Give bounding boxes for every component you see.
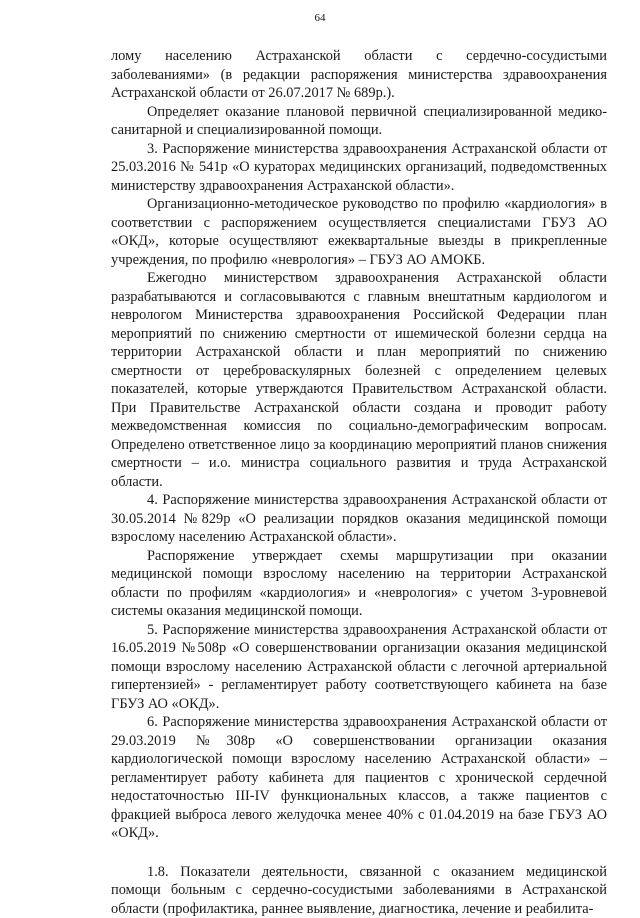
paragraph-continuation: лому населению Астраханской области с сердечно-сосудистыми заболеваниями» (в редакции распоряжения министерства здравоохранения Астраханской области от 26.07.2017 № 689р.). xyxy=(111,47,607,103)
page-number: 64 xyxy=(0,12,640,24)
paragraph-section-1-8: 1.8. Показатели деятельности, связанной с оказанием медицинской помощи больным с сердечно-сосудистыми заболеваниями в Астраханской области (профилактика, раннее выявление, диагностика, лечение и реабилита- xyxy=(111,863,607,918)
paragraph-order-2-description: Определяет оказание плановой первичной специализированной медико-санитарной и специализированной помощи. xyxy=(111,103,607,140)
paragraph-order-3-description: Организационно-методическое руководство по профилю «кардиология» в соответствии с распоряжением осуществляется специалистами ГБУЗ АО «ОКД», которые осуществляют ежеквартальные выезды в прикрепленные учреждения, по профилю «неврология» – ГБУЗ АО АМОКБ. xyxy=(111,195,607,269)
document-body xyxy=(111,47,607,918)
paragraph-order-5: 5. Распоряжение министерства здравоохранения Астраханской области от 16.05.2019 №508р «О совершенствовании организации оказания медицинской помощи взрослому населению Астраханской области с легочной артериальной гипертензией» - регламентирует работу соответствующего кабинета на базе ГБУЗ АО «ОКД». xyxy=(111,621,607,714)
paragraph-order-4: 4. Распоряжение министерства здравоохранения Астраханской области от 30.05.2014 №829р «О реализации порядков оказания медицинской помощи взрослому населению Астраханской области». xyxy=(111,491,607,547)
paragraph-order-6: 6. Распоряжение министерства здравоохранения Астраханской области от 29.03.2019 №308р «О совершенствовании организации оказания кардиологической помощи взрослому населению Астраханской области» – регламентирует работу кабинета для пациентов с хронической сердечной недостаточностью III-IV функциональных классов, а также пациентов с фракцией выброса левого желудочка менее 40% с 01.04.2019 на базе ГБУЗ АО «ОКД». xyxy=(111,713,607,843)
paragraph-annual-plans: Ежегодно министерством здравоохранения Астраханской области разрабатываются и согласовываются с главным внештатным кардиологом и неврологом Министерства здравоохранения Российской Федерации план мероприятий по снижению смертности от ишемической болезни сердца на территории Астраханской области и план мероприятий по снижению смертности от цереброваскулярных болезней с определением целевых показателей, которые утверждаются Правительством Астраханской области. При Правительстве Астраханской области создана и проводит работу межведомственная комиссия по социально-демографическим вопросам. Определено ответственное лицо за координацию мероприятий планов снижения смертности – и.о. министра социального развития и труда Астраханской области. xyxy=(111,269,607,491)
paragraph-order-4-description: Распоряжение утверждает схемы маршрутизации при оказании медицинской помощи взрослому населению на территории Астраханской области по профилям «кардиология» и «неврология» с учетом 3-уровневой системы оказания медицинской помощи. xyxy=(111,547,607,621)
paragraph-order-3: 3. Распоряжение министерства здравоохранения Астраханской области от 25.03.2016 № 541р «О кураторах медицинских организаций, подведомственных министерству здравоохранения Астраханской области». xyxy=(111,140,607,196)
